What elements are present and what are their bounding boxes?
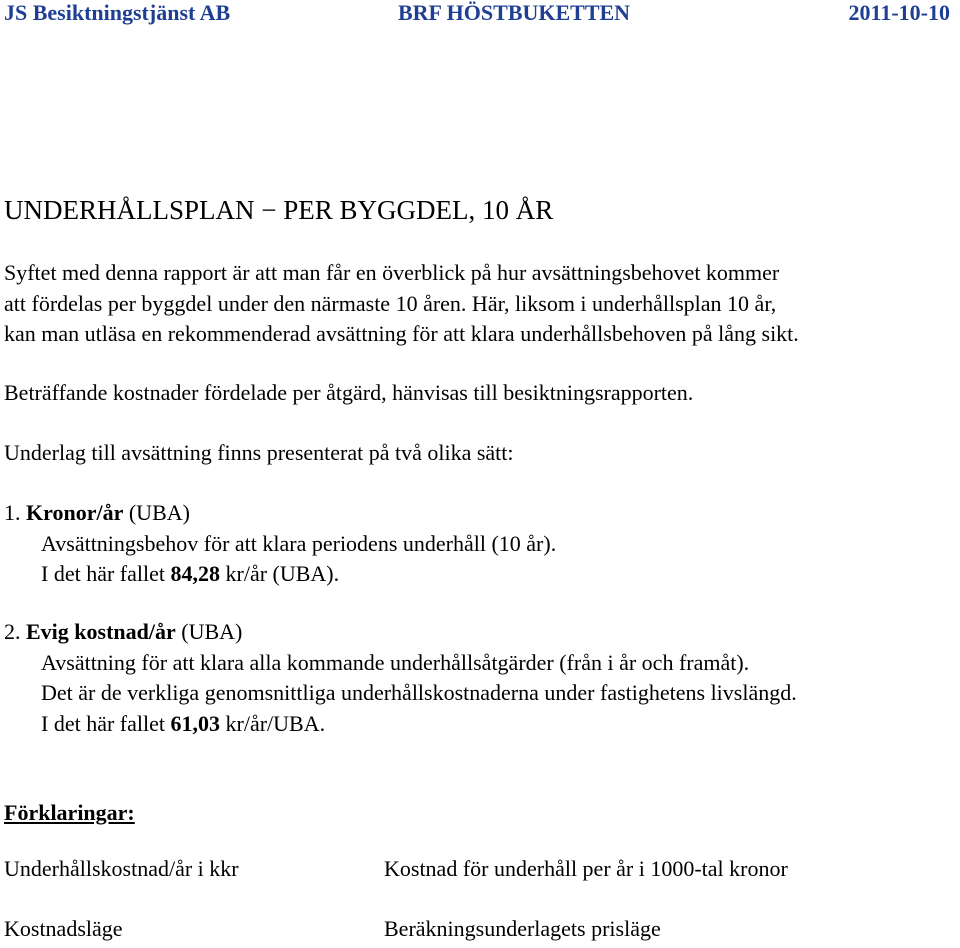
- item-number: 1.: [4, 500, 21, 525]
- value-amount: 61,03: [170, 710, 220, 736]
- value-prefix: I det här fallet: [41, 561, 171, 586]
- item-heading-suffix: (UBA): [123, 500, 190, 525]
- item-number: 2.: [4, 619, 21, 644]
- reference-paragraph: Beträffande kostnader fördelade per åtgärd, hänvisas till besiktningsrapporten.: [4, 380, 694, 405]
- value-amount: 84,28: [170, 561, 220, 586]
- item-heading: [4, 617, 797, 648]
- page-header: [0, 0, 960, 30]
- item-value-line: [4, 559, 556, 590]
- definition-description: Kostnad för underhåll per år i 1000-tal kronor: [384, 856, 788, 881]
- intro-paragraph: [4, 258, 799, 350]
- value-prefix: I det här fallet: [41, 710, 171, 736]
- explanations-heading-text: Förklaringar:: [4, 800, 135, 825]
- item-description-line: Det är de verkliga genomsnittliga underhållskostnaderna under fastighetens livslängd.: [41, 680, 797, 705]
- definition-term: Kostnadsläge: [4, 916, 123, 941]
- item-description-line: Avsättningsbehov för att klara periodens underhåll (10 år).: [41, 530, 557, 556]
- page-title: UNDERHÅLLSPLAN − PER BYGGDEL, 10 ÅR: [4, 195, 554, 225]
- report-date: 2011-10-10: [848, 0, 950, 25]
- item-heading-suffix: (UBA): [175, 619, 243, 644]
- definition-description: Beräkningsunderlagets prisläge: [384, 916, 661, 941]
- item-heading-bold: Evig kostnad/år: [26, 619, 176, 644]
- explanations-heading: [4, 798, 135, 829]
- value-suffix: kr/år (UBA).: [220, 561, 340, 586]
- item-kronor-per-ar: [4, 498, 556, 590]
- definition-term: Underhållskostnad/år i kkr: [4, 856, 239, 881]
- item-value-line: [4, 709, 797, 740]
- item-description-line: Avsättning för att klara alla kommande underhållsåtgärder (från i år och framåt).: [41, 649, 750, 675]
- item-heading-bold: Kronor/år: [26, 500, 124, 525]
- item-evig-kostnad: [4, 617, 797, 739]
- basis-paragraph: Underlag till avsättning finns presenterat på två olika sätt:: [4, 440, 514, 465]
- association-name: BRF HÖSTBUKETTEN: [398, 0, 631, 25]
- intro-line: Syftet med denna rapport är att man får en överblick på hur avsättningsbehovet kommer: [4, 260, 780, 285]
- intro-line: att fördelas per byggdel under den närmaste 10 åren. Här, liksom i underhållsplan 10 år,: [4, 290, 777, 316]
- value-suffix: kr/år/UBA.: [220, 710, 326, 736]
- intro-line: kan man utläsa en rekommenderad avsättning för att klara underhållsbehoven på lång sikt.: [4, 321, 799, 346]
- company-name: JS Besiktningstjänst AB: [4, 0, 231, 25]
- item-heading: [4, 498, 556, 529]
